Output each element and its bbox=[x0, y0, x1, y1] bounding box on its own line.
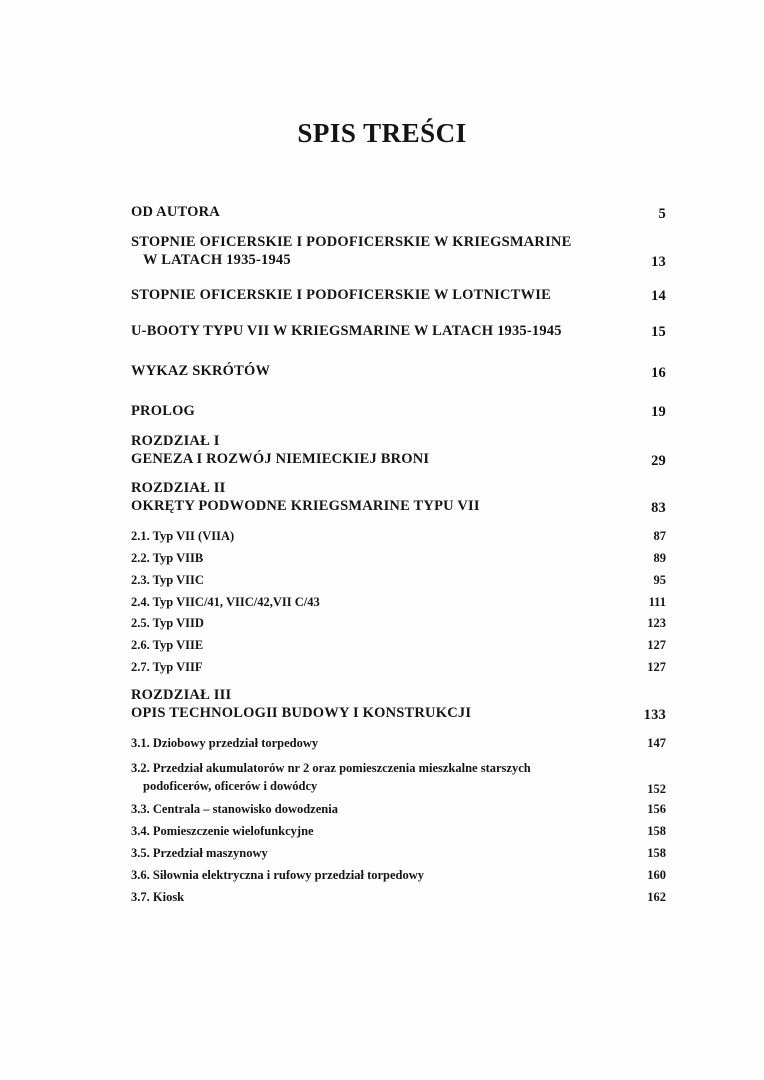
toc-entry-rozdzial-2 bbox=[131, 478, 666, 518]
toc-entry-title: 2.6. Typ VIIE bbox=[131, 638, 204, 652]
toc-page-number: 19 bbox=[651, 404, 666, 420]
toc-page-number: 87 bbox=[653, 529, 666, 543]
toc-page-number: 14 bbox=[651, 288, 666, 304]
toc-page-number: 156 bbox=[647, 802, 666, 816]
toc-entry-title: 3.4. Pomieszczenie wielofunkcyjne bbox=[131, 824, 314, 838]
toc-entry-title: GENEZA I ROZWÓJ NIEMIECKIEJ BRONI bbox=[131, 451, 430, 467]
toc-page-number: 127 bbox=[647, 660, 666, 674]
toc-entry-title: 3.6. Siłownia elektryczna i rufowy przedział torpedowy bbox=[131, 868, 425, 882]
toc-subentry-2-3 bbox=[131, 571, 666, 589]
toc-page-number: 83 bbox=[651, 500, 666, 516]
toc-page-number: 158 bbox=[647, 824, 666, 838]
toc-entry-title: OD AUTORA bbox=[131, 204, 220, 220]
toc-page-number: 152 bbox=[647, 782, 666, 796]
toc-entry-prolog bbox=[131, 401, 666, 421]
toc-subentry-3-6 bbox=[131, 866, 666, 884]
toc-entry-title: 2.1. Typ VII (VIIA) bbox=[131, 529, 235, 543]
toc-subentry-3-1 bbox=[131, 734, 666, 752]
toc-page-number: 158 bbox=[647, 846, 666, 860]
toc-entry-rozdzial-1 bbox=[131, 431, 666, 471]
toc-entry-rozdzial-3 bbox=[131, 685, 666, 725]
toc-page-number: 133 bbox=[643, 707, 666, 723]
toc-page-number: 111 bbox=[648, 595, 666, 609]
toc-entry-wykaz-skrotow bbox=[131, 361, 666, 381]
toc-page-number: 95 bbox=[653, 573, 666, 587]
toc-page-number: 89 bbox=[653, 551, 666, 565]
toc-entry-title: 2.7. Typ VIIF bbox=[131, 660, 203, 674]
toc-entry-stopnie-kriegsmarine bbox=[131, 232, 666, 272]
toc-page-number: 16 bbox=[651, 365, 666, 381]
toc-entry-title: 3.3. Centrala – stanowisko dowodzenia bbox=[131, 802, 338, 816]
toc-chapter-label: ROZDZIAŁ I bbox=[131, 433, 220, 449]
toc-entry-title-cont: W LATACH 1935-1945 bbox=[143, 252, 291, 268]
toc-chapter-label: ROZDZIAŁ II bbox=[131, 480, 226, 496]
toc-chapter-label: ROZDZIAŁ III bbox=[131, 687, 232, 703]
toc-page-number: 13 bbox=[651, 254, 666, 270]
toc-entry-title: 2.2. Typ VIIB bbox=[131, 551, 204, 565]
toc-entry-title: STOPNIE OFICERSKIE I PODOFICERSKIE W LOTNICTWIE bbox=[131, 287, 551, 303]
toc-page-number: 160 bbox=[647, 868, 666, 882]
toc-entry-title: OPIS TECHNOLOGII BUDOWY I KONSTRUKCJI bbox=[131, 705, 472, 721]
toc-subentry-2-6 bbox=[131, 636, 666, 654]
toc-page-number: 29 bbox=[651, 453, 666, 469]
toc-page-number: 127 bbox=[647, 638, 666, 652]
toc-entry-title: 3.2. Przedział akumulatorów nr 2 oraz pomieszczenia mieszkalne starszych bbox=[131, 761, 531, 775]
toc-entry-title-cont: podoficerów, oficerów i dowódcy bbox=[143, 779, 318, 793]
toc-entry-od-autora bbox=[131, 202, 666, 222]
toc-subentry-3-2 bbox=[131, 759, 666, 795]
toc-entry-title: WYKAZ SKRÓTÓW bbox=[131, 363, 271, 379]
toc-entry-title: PROLOG bbox=[131, 403, 196, 419]
toc-entry-title: 2.5. Typ VIID bbox=[131, 616, 204, 630]
toc-entry-title: 3.7. Kiosk bbox=[131, 890, 185, 904]
toc-entry-title: 3.1. Dziobowy przedział torpedowy bbox=[131, 736, 319, 750]
toc-subentry-2-2 bbox=[131, 549, 666, 567]
toc-subentry-3-7 bbox=[131, 888, 666, 906]
toc-page-number: 162 bbox=[647, 890, 666, 904]
toc-entry-title: 2.4. Typ VIIC/41, VIIC/42,VII C/43 bbox=[131, 595, 320, 609]
toc-entry-title: 2.3. Typ VIIC bbox=[131, 573, 204, 587]
toc-subentry-2-4 bbox=[131, 593, 666, 611]
toc-subentry-3-4 bbox=[131, 822, 666, 840]
toc-page-number: 123 bbox=[647, 616, 666, 630]
toc-subentry-2-5 bbox=[131, 614, 666, 632]
toc-subentry-2-1 bbox=[131, 527, 666, 545]
toc-entry-title: U-BOOTY TYPU VII W KRIEGSMARINE W LATACH 1935-1945 bbox=[131, 323, 562, 339]
page-title: SPIS TREŚCI bbox=[297, 118, 467, 148]
toc-subentry-3-5 bbox=[131, 844, 666, 862]
toc-entry-u-booty bbox=[131, 321, 666, 341]
toc-entry-title: STOPNIE OFICERSKIE I PODOFICERSKIE W KRIEGSMARINE bbox=[131, 234, 572, 250]
toc-page-number: 5 bbox=[658, 206, 666, 222]
toc-entry-stopnie-lotnictwie bbox=[131, 285, 666, 305]
toc-entry-title: OKRĘTY PODWODNE KRIEGSMARINE TYPU VII bbox=[131, 498, 480, 514]
toc-subentry-3-3 bbox=[131, 800, 666, 818]
toc-page-number: 147 bbox=[647, 736, 666, 750]
toc-entry-title: 3.5. Przedział maszynowy bbox=[131, 846, 268, 860]
toc-page-number: 15 bbox=[651, 324, 666, 340]
toc-subentry-2-7 bbox=[131, 658, 666, 676]
